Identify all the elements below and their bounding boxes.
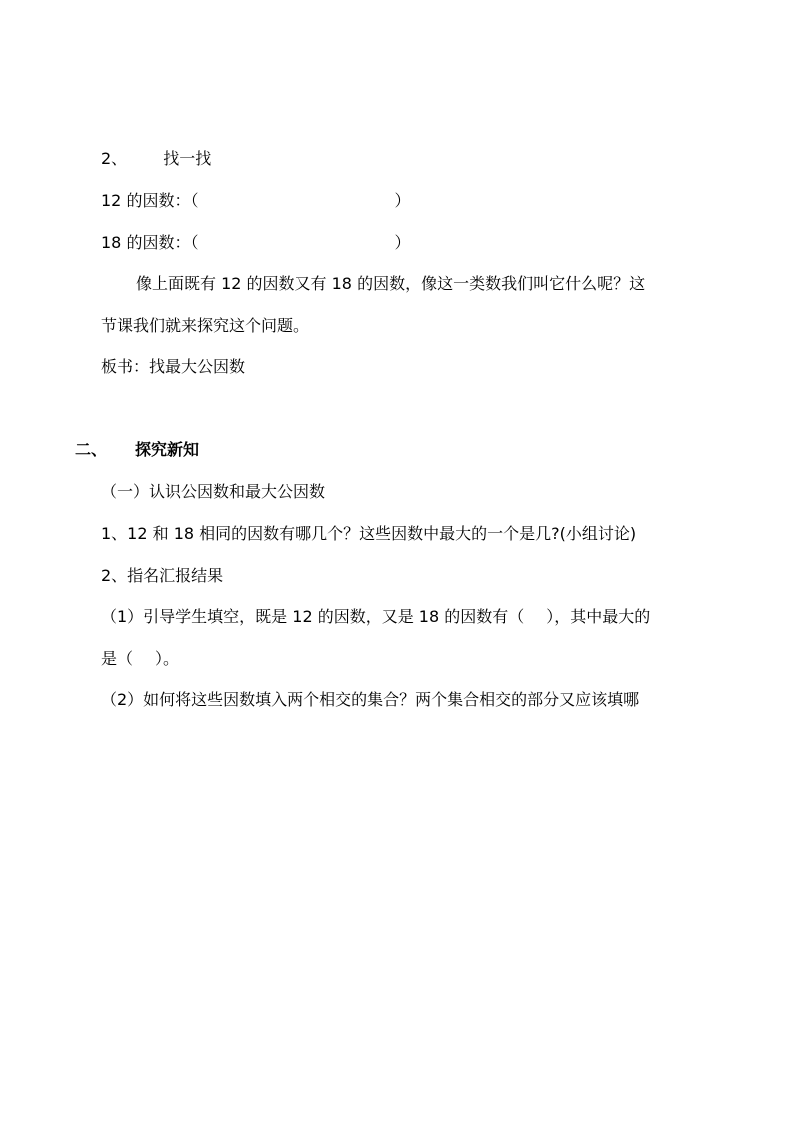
section-find-number: 2、 [101,149,128,168]
step-1-text-a: （1）引导学生填空，既是 12 的因数，又是 18 的因数有（ [101,607,525,626]
section-find-heading [101,148,211,170]
step-1-text-b: ），其中最大的 [546,607,651,626]
step-2-question: （2）如何将这些因数填入两个相交的集合？两个集合相交的部分又应该填哪 [101,690,640,709]
section-two-title: 探究新知 [135,440,200,459]
step-1-line-1 [101,606,650,628]
factors-12-label: 12 的因数： [101,191,191,210]
item-1-question: 1、12 和 18 相同的因数有哪几个？这些因数中最大的一个是几?(小组讨论) [101,524,637,543]
subsection-one-heading: （一）认识公因数和最大公因数 [101,482,326,501]
step-1-text-d: ）。 [155,649,180,668]
board-writing: 板书：找最大公因数 [101,357,246,376]
step-1-line-2 [101,648,179,670]
step-1-text-c: 是（ [101,649,134,668]
factors-18-open-paren: （ [190,233,199,252]
factors-12-close-paren: ） [394,191,411,210]
intro-paragraph-line-2: 节课我们就来探究这个问题。 [101,316,310,335]
factors-18-close-paren: ） [394,233,411,252]
item-2-report: 2、指名汇报结果 [101,566,224,585]
section-two-number: 二、 [75,440,108,459]
section-find-title: 找一找 [163,149,212,168]
section-two-heading [75,439,199,461]
factors-12-open-paren: （ [190,191,199,210]
factors-18-label: 18 的因数： [101,233,191,252]
intro-paragraph-line-1: 像上面既有 12 的因数又有 18 的因数，像这一类数我们叫它什么呢？这 [136,274,646,293]
factors-of-12-line [101,190,410,212]
factors-of-18-line [101,232,410,254]
